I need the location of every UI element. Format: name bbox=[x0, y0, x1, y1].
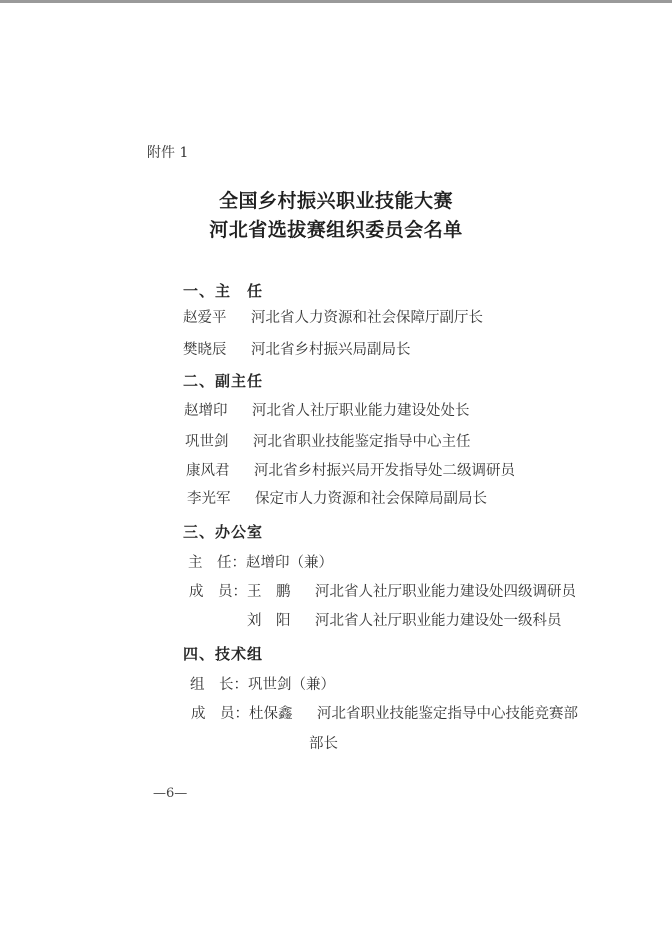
member-row bbox=[189, 580, 576, 601]
member-position: 河北省人社厅职业能力建设处一级科员 bbox=[315, 613, 562, 629]
group-leader-row bbox=[190, 673, 335, 694]
member-position: 河北省职业技能鉴定指导中心主任 bbox=[253, 434, 471, 450]
section-heading-director: 一、主 任 bbox=[183, 282, 264, 300]
document-title-line-1: 全国乡村振兴职业技能大赛 bbox=[218, 190, 453, 212]
member-position: 河北省人力资源和社会保障厅副厅长 bbox=[251, 310, 483, 326]
section-heading-office: 三、办公室 bbox=[183, 523, 264, 541]
office-director-row bbox=[188, 551, 333, 572]
member-name: 赵增印 bbox=[184, 403, 228, 419]
section-heading-deputy-director: 二、副主任 bbox=[183, 372, 264, 390]
role-label: 成 员： bbox=[189, 584, 247, 600]
member-position: 河北省职业技能鉴定指导中心技能竞赛部 bbox=[317, 706, 578, 722]
scan-top-edge bbox=[0, 0, 672, 3]
member-position-continuation: 部长 bbox=[309, 736, 338, 752]
member-position: 河北省人社厅职业能力建设处处长 bbox=[252, 403, 470, 419]
member-position: 河北省乡村振兴局副局长 bbox=[251, 342, 411, 358]
document-title-line-2: 河北省选拔赛组织委员会名单 bbox=[209, 219, 463, 241]
member-name: 巩世剑 bbox=[185, 434, 229, 450]
member-row bbox=[187, 487, 487, 508]
member-row bbox=[191, 702, 578, 723]
member-row bbox=[185, 430, 471, 451]
role-label: 主 任： bbox=[188, 555, 246, 571]
role-label: 成 员： bbox=[191, 706, 249, 722]
member-name: 杜保鑫 bbox=[249, 706, 293, 722]
member-name: 樊晓辰 bbox=[183, 342, 227, 358]
member-row bbox=[184, 399, 470, 420]
member-name: 康风君 bbox=[186, 463, 230, 479]
member-position: 保定市人力资源和社会保障局副局长 bbox=[255, 491, 487, 507]
member-row bbox=[183, 338, 411, 359]
member-name: 刘 阳 bbox=[247, 613, 291, 629]
member-name: 赵爱平 bbox=[183, 310, 227, 326]
member-row bbox=[186, 459, 515, 480]
member-row bbox=[247, 609, 562, 630]
member-name: 王 鹏 bbox=[247, 584, 291, 600]
attachment-label: 附件 1 bbox=[147, 145, 189, 161]
page-number: —6— bbox=[153, 786, 188, 801]
role-value: 赵增印（兼） bbox=[246, 555, 333, 571]
role-value: 巩世剑（兼） bbox=[248, 677, 335, 693]
role-label: 组 长： bbox=[190, 677, 248, 693]
section-heading-technical-group: 四、技术组 bbox=[183, 645, 264, 663]
member-position: 河北省乡村振兴局开发指导处二级调研员 bbox=[254, 463, 515, 479]
member-position: 河北省人社厅职业能力建设处四级调研员 bbox=[315, 584, 576, 600]
member-row bbox=[183, 306, 483, 327]
member-name: 李光军 bbox=[187, 491, 231, 507]
